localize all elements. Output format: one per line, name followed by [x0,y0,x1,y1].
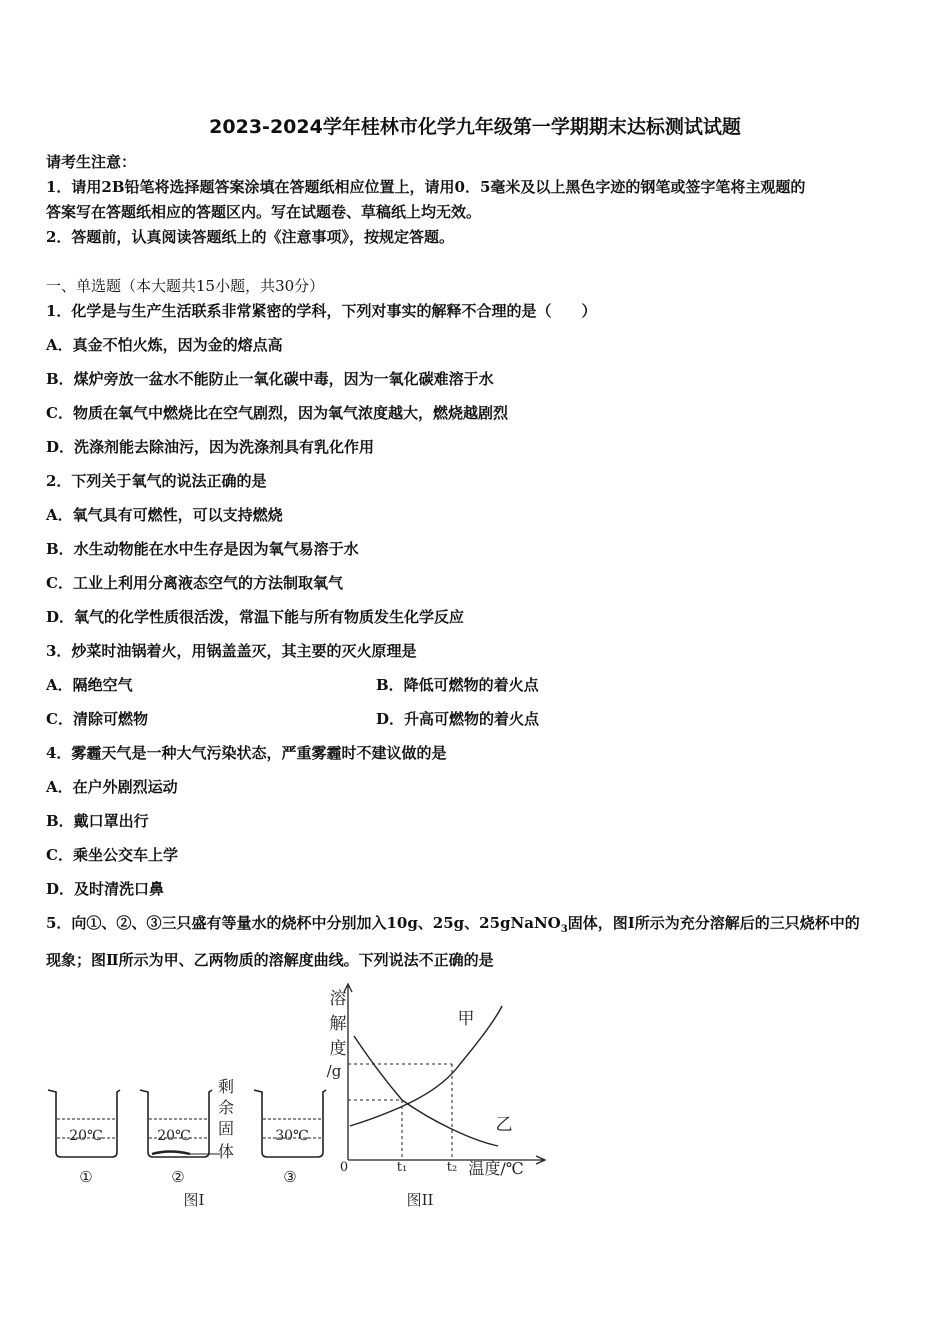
q1-option-a: A．真金不怕火炼，因为金的熔点高 [46,336,283,354]
page-title: 2023-2024学年桂林市化学九年级第一学期期末达标测试试题 [209,116,741,138]
q3-option-b: B．降低可燃物的着火点 [376,676,539,694]
residue-annotation [218,1077,234,1161]
q4-option-a: A．在户外剧烈运动 [46,778,178,796]
notice-line-3: 2．答题前，认真阅读答题纸上的《注意事项》，按规定答题。 [46,228,454,246]
curve-jia-label: 甲 [457,1009,475,1029]
q5-stem-part-2: 固体，图Ⅰ所示为充分溶解后的三只烧杯中的 [567,914,860,932]
y-label-char-2: 解 [329,1014,347,1034]
q2-stem: 2．下列关于氧气的说法正确的是 [46,472,267,490]
beaker-1-temp: 20℃ [69,1128,103,1144]
figure-2-caption: 图II [406,1191,434,1209]
q5-figure [40,980,560,1220]
figure-1-caption: 图Ⅰ [183,1191,205,1209]
t2-label: t₂ [446,1160,458,1175]
q5-figure-svg [40,980,560,1220]
beaker-3-temp: 30℃ [275,1128,309,1144]
beaker-3-label: ③ [283,1168,297,1186]
y-label-char-1: 溶 [329,989,347,1009]
t1-label: t₁ [396,1160,408,1175]
q2-option-a: A．氧气具有可燃性，可以支持燃烧 [46,506,283,524]
solubility-chart [327,984,545,1178]
q4-option-d: D．及时清洗口鼻 [46,880,165,898]
q2-option-c: C．工业上利用分离液态空气的方法制取氧气 [46,574,343,592]
q4-option-b: B．戴口罩出行 [46,812,149,830]
y-label-unit: /g [326,1062,342,1080]
curve-jia [350,1006,502,1126]
beaker-2-residue [152,1152,190,1155]
y-label-char-3: 度 [329,1039,347,1059]
notice-line-2: 答案写在答题纸相应的答题区内。写在试题卷、草稿纸上均无效。 [46,203,482,221]
section-heading: 一、单选题（本大题共15小题，共30分） [46,277,325,295]
beaker-2-label: ② [171,1168,185,1186]
curve-yi-label: 乙 [495,1115,513,1135]
notice-heading: 请考生注意： [46,153,137,171]
beaker-3-glass [254,1090,326,1157]
q5-stem-line-1 [46,913,860,940]
q2-option-b: B．水生动物能在水中生存是因为氧气易溶于水 [46,540,359,558]
residue-char-1: 剩 [217,1077,235,1096]
residue-char-4: 体 [217,1142,235,1161]
curve-yi [354,1036,498,1146]
notice-line-1: 1．请用2B铅笔将选择题答案涂填在答题纸相应位置上，请用0．5毫米及以上黑色字迹的钢笔或签字笔将主观题的 [46,178,806,196]
beaker-1-label: ① [79,1168,93,1186]
q4-option-c: C．乘坐公交车上学 [46,846,178,864]
q5-stem-part-1: 5．向①、②、③三只盛有等量水的烧杯中分别加入10g、25g、25gNaNO [46,914,561,932]
x-axis-label: 温度/℃ [468,1159,524,1178]
q1-option-c: C．物质在氧气中燃烧比在空气剧烈，因为氧气浓度越大，燃烧越剧烈 [46,404,508,422]
beaker-2-glass [140,1090,212,1157]
q3-option-c: C．清除可燃物 [46,710,148,728]
q1-option-b: B．煤炉旁放一盆水不能防止一氧化碳中毒，因为一氧化碳难溶于水 [46,370,494,388]
q1-option-d: D．洗涤剂能去除油污，因为洗涤剂具有乳化作用 [46,438,375,456]
q3-stem: 3．炒菜时油锅着火，用锅盖盖灭，其主要的灭火原理是 [46,642,417,660]
beaker-3 [254,1090,326,1186]
beaker-1-glass [48,1090,120,1157]
q1-stem: 1．化学是与生产生活联系非常紧密的学科，下列对事实的解释不合理的是（ ） [46,302,597,320]
q5-stem-subscript: 3 [560,924,568,935]
beaker-2-temp: 20℃ [157,1128,191,1144]
q4-stem: 4．雾霾天气是一种大气污染状态，严重雾霾时不建议做的是 [46,744,447,762]
q3-option-d: D．升高可燃物的着火点 [376,710,540,728]
q2-option-d: D．氧气的化学性质很活泼，常温下能与所有物质发生化学反应 [46,608,465,626]
q5-stem-line-2: 现象；图Ⅱ所示为甲、乙两物质的溶解度曲线。下列说法不正确的是 [46,951,494,969]
residue-char-2: 余 [217,1098,235,1117]
origin-label: 0 [339,1160,349,1175]
residue-char-3: 固 [217,1119,235,1138]
q3-option-a: A．隔绝空气 [46,676,133,694]
beaker-2 [140,1090,220,1186]
beaker-1 [48,1090,120,1186]
